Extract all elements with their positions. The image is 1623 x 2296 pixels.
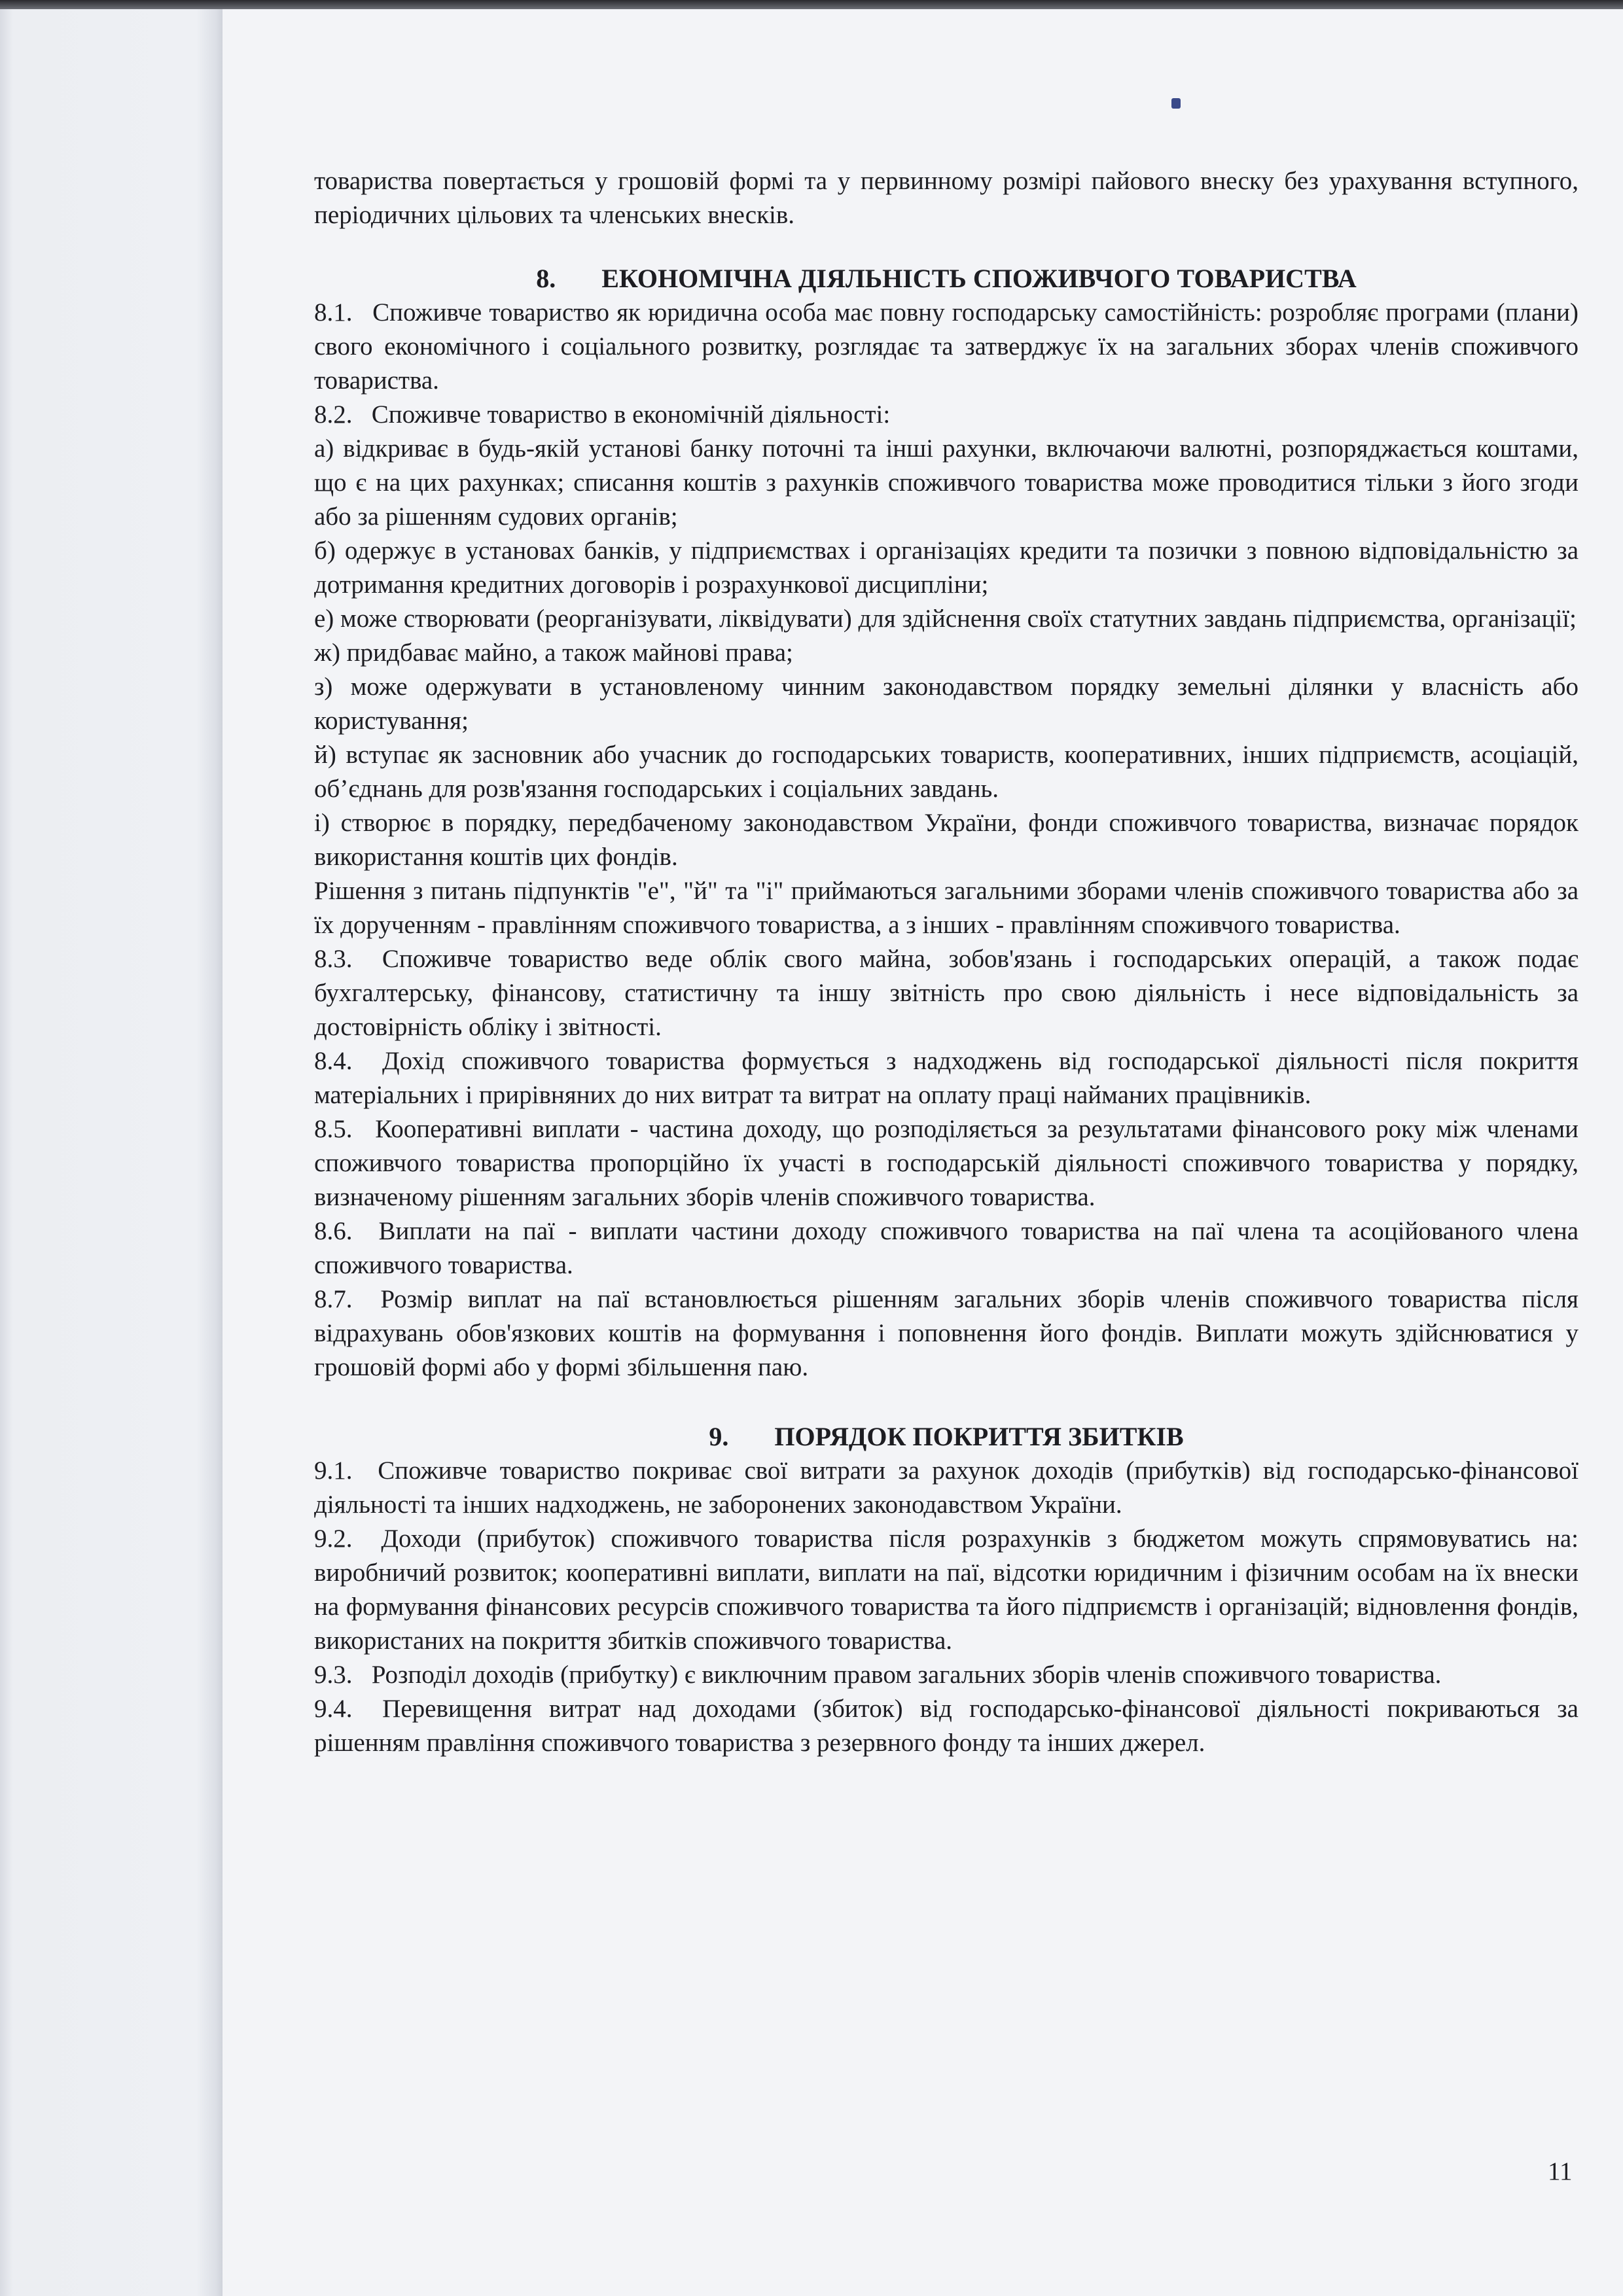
clause-number: 8.7. [314,1285,353,1313]
clause-text: Споживче товариство веде облік свого майна, зобов'язань і господарських операцій, а також подає бухгалтерську, фінансову, статистичну та іншу звітність про свою діяльність і несе відповідальність за достовірність обліку і звітності. [314,945,1578,1041]
document-body [314,164,1578,1760]
section-number: 8. [536,264,556,293]
clause-text: Розподіл доходів (прибутку) є виключним правом загальних зборів членів споживчого товариства. [371,1661,1442,1689]
clause [314,398,1578,432]
clause-text: Споживче товариство в економічній діяльності: [371,400,891,429]
clause-text: Розмір виплат на паї встановлюється рішенням загальних зборів членів споживчого товариства після відрахувань обов'язкових коштів на формування і поповнення його фондів. Виплати можуть здійснюватися у грошовій формі або у формі збільшення паю. [314,1285,1578,1381]
clause-text: Доходи (прибуток) споживчого товариства після розрахунків з бюджетом можуть спрямовуватись на: виробничий розвиток; кооперативні виплати, виплати на паї, відсотки юридичним і фізичним особам на їх внески на формування фінансових ресурсів споживчого товариства та його підприємств і організацій; відновлення фондів, використаних на покриття збитків споживчого товариства. [314,1525,1579,1655]
subclause: б) одержує в установах банків, у підприємствах і організаціях кредити та позички з повною відповідальністю за дотримання кредитних договорів і розрахункової дисципліни; [314,537,1578,599]
clause [314,1214,1578,1282]
subclause: й) вступає як засновник або учасник до господарських товариств, кооперативних, інших підприємств, асоціацій, об’єднань для розв'язання господарських і соціальних завдань. [314,741,1578,803]
clause-number: 8.5. [314,1115,353,1143]
clause-number: 9.1. [314,1457,353,1485]
subclause: і) створює в порядку, передбаченому законодавством України, фонди споживчого товариства, визначає порядок використання коштів цих фондів. [314,809,1578,871]
clause [314,1522,1578,1658]
subclause: ж) придбаває майно, а також майнові права; [314,639,793,667]
clause-number: 8.6. [314,1217,353,1245]
clause-text: Споживче товариство як юридична особа має повну господарську самостійність: розробляє програми (плани) свого економічного і соціального розвитку, розглядає та затверджує їх на загальних зборах членів споживчого товариства. [314,298,1579,395]
clause-number: 8.4. [314,1047,353,1075]
section-title: ЕКОНОМІЧНА ДІЯЛЬНІСТЬ СПОЖИВЧОГО ТОВАРИСТВА [601,264,1357,293]
paragraph-continuation: товариства повертається у грошовій формі та у первинному розмірі пайового внеску без урахування вступного, періодичних цільових та членських внесків. [314,167,1578,229]
section-title: ПОРЯДОК ПОКРИТТЯ ЗБИТКІВ [774,1422,1184,1451]
clause-text: Кооперативні виплати - частина доходу, що розподіляється за результатами фінансового року між членами споживчого товариства пропорційно їх участі в господарській діяльності споживчого товариства у порядку, визначеному рішенням загальних зборів членів споживчого товариства. [314,1115,1578,1211]
clause-number: 8.3. [314,945,353,973]
clause [314,1454,1578,1522]
clause-number: 9.4. [314,1695,353,1723]
clause [314,1658,1578,1692]
clause [314,1282,1578,1385]
section-9-heading [314,1420,1578,1454]
page-number: 11 [1548,2157,1573,2185]
subclause: з) може одержувати в установленому чинним законодавством порядку земельні ділянки у власність або користування; [314,673,1578,735]
clause-text: Виплати на паї - виплати частини доходу споживчого товариства на паї члена та асоційованого члена споживчого товариства. [314,1217,1579,1279]
clause-text: Дохід споживчого товариства формується з надходжень від господарської діяльності після покриття матеріальних і прирівняних до них витрат та витрат на оплату праці найманих працівників. [314,1047,1579,1109]
clause [314,942,1578,1044]
decision-note: Рішення з питань підпунктів "е", "й" та "і" приймаються загальними зборами членів споживчого товариства або за їх дорученням - правлінням споживчого товариства, а з інших - правлінням споживчого товариства. [314,877,1578,939]
clause-text: Перевищення витрат над доходами (збиток) від господарсько-фінансової діяльності покриваються за рішенням правління споживчого товариства з резервного фонду та інших джерел. [314,1695,1578,1757]
clause-text: Споживче товариство покриває свої витрати за рахунок доходів (прибутків) від господарсько-фінансової діяльності та інших надходжень, не заборонених законодавством України. [314,1457,1579,1519]
clause-number: 8.1. [314,298,353,327]
section-number: 9. [709,1422,729,1451]
clause [314,296,1578,398]
clause [314,1692,1578,1760]
scan-top-edge [0,0,1623,9]
subclause: е) може створювати (реорганізувати, ліквідувати) для здійснення своїх статутних завдань підприємства, організації; [314,605,1577,633]
clause-number: 9.3. [314,1661,353,1689]
clause [314,1112,1578,1214]
facing-page-margin [0,9,223,2296]
clause-number: 9.2. [314,1525,353,1553]
clause-number: 8.2. [314,400,353,429]
clause [314,1044,1578,1112]
scan-mark [1171,98,1181,109]
subclause: а) відкриває в будь-якій установі банку поточні та інші рахунки, включаючи валютні, розпоряджається коштами, що є на цих рахунках; списання коштів з рахунків споживчого товариства може проводитися тільки з його згоди або за рішенням судових органів; [314,434,1578,531]
section-8-heading [314,262,1578,296]
